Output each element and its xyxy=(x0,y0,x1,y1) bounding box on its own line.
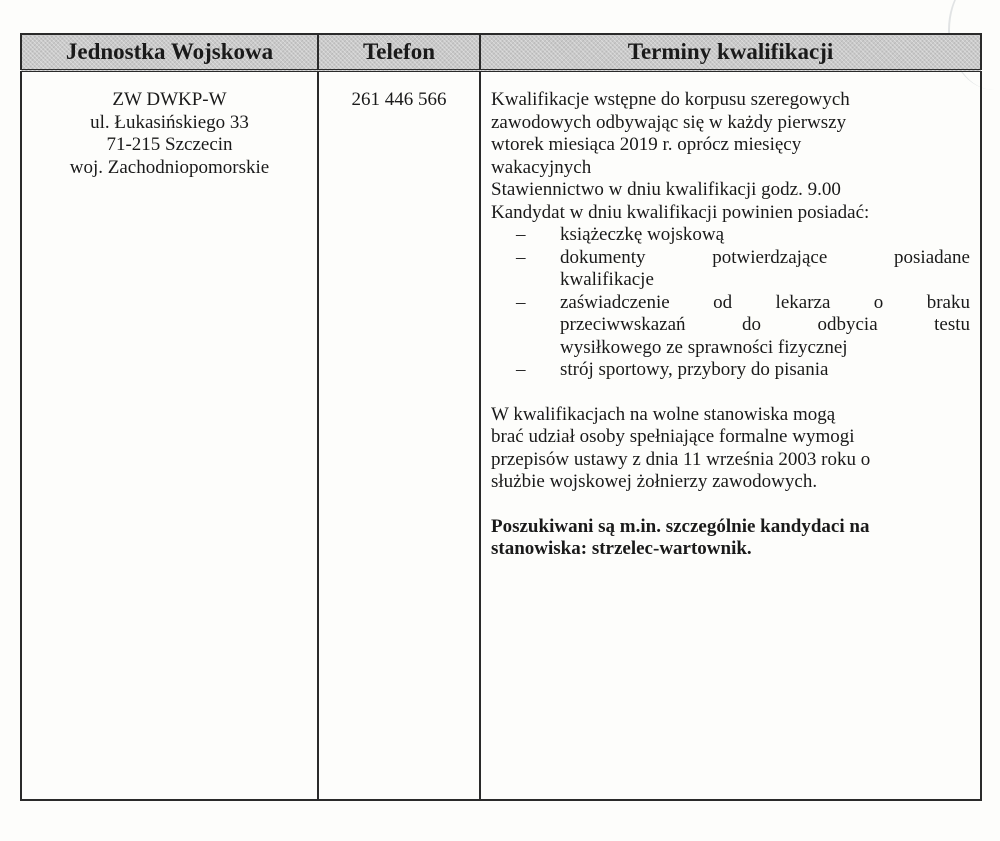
unit-street: ul. Łukasińskiego 33 xyxy=(90,111,249,133)
unit-name: ZW DWKP-W xyxy=(112,89,227,110)
dash-bullet: – xyxy=(516,291,526,313)
unit-region: woj. Zachodniopomorskie xyxy=(69,156,270,178)
header-phone: Telefon xyxy=(318,34,480,71)
vacancies-line: W kwalifikacjach na wolne stanowiska mogą xyxy=(491,403,836,425)
list-item xyxy=(516,359,970,382)
unit-cell xyxy=(21,71,318,801)
list-item xyxy=(516,292,970,360)
wanted-paragraph xyxy=(491,516,970,561)
list-item-text: zaświadczenie od lekarza o braku xyxy=(560,291,970,313)
list-item-text: przeciwwskazań do odbycia testu xyxy=(560,314,970,335)
list-item xyxy=(516,247,970,292)
table-row xyxy=(21,71,981,801)
wanted-line: Poszukiwani są m.in. szczególnie kandydaci na xyxy=(491,515,870,537)
header-unit: Jednostka Wojskowa xyxy=(21,34,318,71)
phone-number: 261 446 566 xyxy=(351,89,447,110)
list-item-text: książeczkę wojskową xyxy=(560,224,725,245)
list-item-text: dokumenty potwierdzające posiadane xyxy=(560,246,970,268)
list-item xyxy=(516,224,970,247)
terms-cell xyxy=(480,71,981,801)
list-item-text: kwalifikacje xyxy=(560,269,654,290)
dash-bullet: – xyxy=(516,246,526,268)
attendance-text: Stawiennictwo w dniu kwalifikacji godz. 9.00 xyxy=(491,179,841,200)
vacancies-line: służbie wojskowej żołnierzy zawodowych. xyxy=(491,471,818,492)
intro-line: wtorek miesiąca 2019 r. oprócz miesięcy xyxy=(491,134,802,155)
intro-paragraph xyxy=(491,89,970,179)
unit-city: 71-215 Szczecin xyxy=(106,134,233,155)
intro-line: Kwalifikacje wstępne do korpusu szeregowych xyxy=(491,89,850,110)
list-item-text: strój sportowy, przybory do pisania xyxy=(560,359,829,380)
recruitment-table xyxy=(20,33,982,801)
header-terms: Terminy kwalifikacji xyxy=(480,34,981,71)
dash-bullet: – xyxy=(516,224,526,245)
wanted-line: stanowiska: strzelec-wartownik. xyxy=(491,538,752,559)
intro-line: wakacyjnych xyxy=(491,156,592,178)
spacer xyxy=(491,382,970,404)
vacancies-line: brać udział osoby spełniające formalne wymogi xyxy=(491,426,855,447)
spacer xyxy=(491,494,970,516)
requirements-list xyxy=(491,224,970,382)
vacancies-line: przepisów ustawy z dnia 11 września 2003 roku o xyxy=(491,448,871,470)
table-header-row xyxy=(21,34,981,71)
intro-line: zawodowych odbywając się w każdy pierwszy xyxy=(491,111,847,133)
candidate-text: Kandydat w dniu kwalifikacji powinien posiadać: xyxy=(491,201,870,223)
dash-bullet: – xyxy=(516,359,526,380)
vacancies-paragraph xyxy=(491,404,970,494)
list-item-text: wysiłkowego ze sprawności fizycznej xyxy=(560,336,848,358)
phone-cell xyxy=(318,71,480,801)
